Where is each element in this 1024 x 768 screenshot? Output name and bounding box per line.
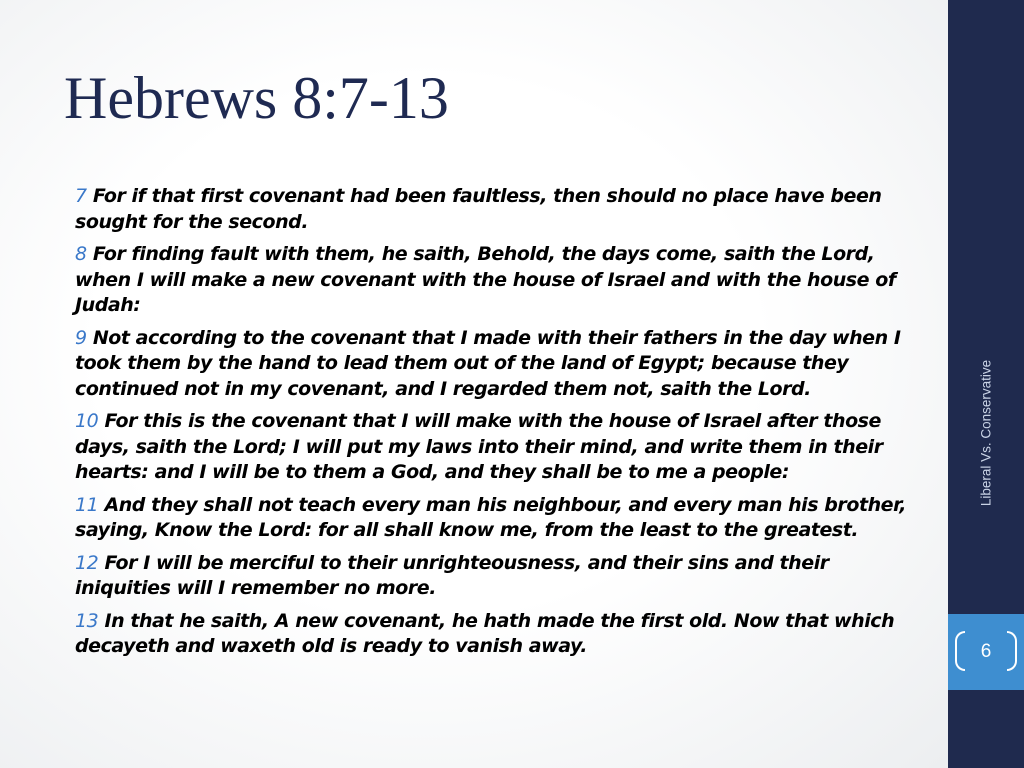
verse-text: In that he saith, A new covenant, he hath made the first old. Now that which decayeth and waxeth old is ready to vanish away. bbox=[75, 609, 895, 657]
verse-12 bbox=[75, 551, 925, 602]
verse-7 bbox=[75, 184, 925, 235]
verse-number: 10 bbox=[75, 410, 99, 432]
verse-text: For if that first covenant had been faultless, then should no place have been sought for the second. bbox=[75, 185, 882, 233]
page-number: 6 bbox=[980, 641, 992, 662]
slide-title: Hebrews 8:7-13 bbox=[64, 65, 449, 131]
verse-9 bbox=[75, 326, 925, 403]
verse-8 bbox=[75, 242, 925, 319]
verse-text: Not according to the covenant that I made with their fathers in the day when I took them by the hand to lead them out of the land of Egypt; because they continued not in my covenant, and I regarded them not, saith the Lord. bbox=[75, 326, 901, 400]
page-number-box bbox=[948, 614, 1024, 690]
verse-11 bbox=[75, 493, 925, 544]
verse-number: 9 bbox=[75, 326, 87, 349]
verse-number: 8 bbox=[75, 243, 87, 265]
verse-number: 12 bbox=[75, 551, 99, 574]
verse-text: For this is the covenant that I will make with the house of Israel after those days, saith the Lord; I will put my laws into their mind, and write them in their hearts: and I will be to them a God, and they shall be to me a people: bbox=[75, 410, 883, 483]
verse-10 bbox=[75, 409, 925, 486]
verse-text: And they shall not teach every man his neighbour, and every man his brother, saying, Know the Lord: for all shall know me, from the least to the greatest. bbox=[75, 493, 906, 541]
verse-13 bbox=[75, 609, 925, 660]
verse-list bbox=[75, 184, 925, 667]
verse-number: 7 bbox=[75, 185, 87, 207]
verse-text: For finding fault with them, he saith, Behold, the days come, saith the Lord, when I will make a new covenant with the house of Israel and with the house of Judah: bbox=[75, 243, 896, 316]
slide-footer: Liberal Vs. Conservative bbox=[978, 359, 994, 507]
verse-text: For I will be merciful to their unrighteousness, and their sins and their iniquities will I remember no more. bbox=[75, 551, 829, 599]
verse-number: 11 bbox=[75, 493, 99, 516]
verse-number: 13 bbox=[75, 609, 99, 632]
